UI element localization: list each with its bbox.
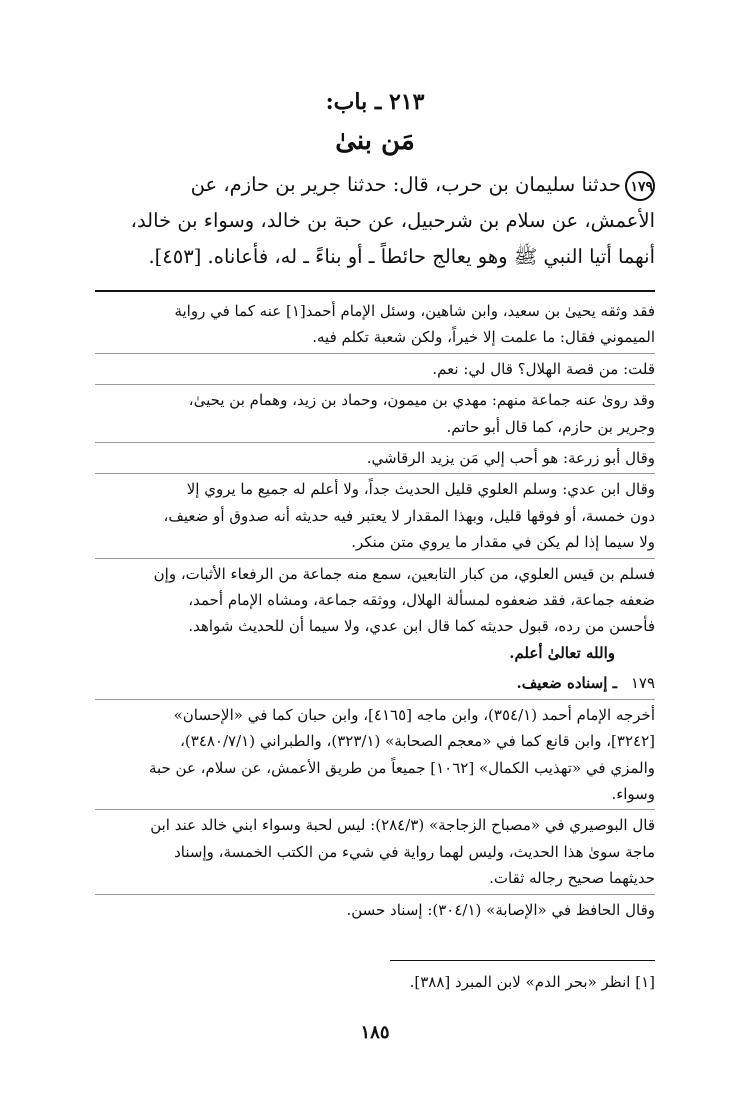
takhrij-line: وسواء. — [611, 784, 655, 803]
footnote-divider — [390, 960, 655, 961]
paragraph-divider — [95, 442, 655, 443]
paragraph-divider — [95, 894, 655, 895]
paragraph-divider — [95, 353, 655, 354]
commentary-line: وجرير بن حازم، كما قال أبو حاتم. — [446, 417, 655, 436]
takhrij-line: [٣٢٤٢]، وابن قانع كما في «معجم الصحابة» (٣٢٣/١)، والطبراني (٣٤٨٠/٧/١)، — [180, 732, 655, 751]
commentary-paragraph — [95, 298, 655, 351]
takhrij-line: قال البوصيري في «مصباح الزجاجة» (٢٨٤/٣): ليس لحبة وسواء ابني خالد عند ابن — [150, 816, 655, 835]
chapter-heading: ٢١٣ ـ باب: — [325, 89, 425, 115]
hadith-number-badge: ١٧٩ — [625, 171, 655, 201]
takhrij-heading — [95, 670, 655, 696]
page — [95, 0, 655, 1101]
commentary-line: وقد روىٰ عنه جماعة منهم: مهدي بن ميمون، وحماد بن زيد، وهمام بن يحيىٰ، — [188, 391, 655, 410]
main-divider — [95, 290, 655, 292]
paragraph-divider — [95, 384, 655, 385]
takhrij-line: ماجة سوىٰ هذا الحديث، وليس لهما رواية في شيء من الكتب الخمسة، وإسناد — [174, 842, 655, 861]
takhrij-line: حديثهما صحيح رجاله ثقات. — [489, 869, 655, 888]
hadith-line: أنهما أتيا النبي ﷺ وهو يعالج حائطاً ـ أو بناءً ـ له، فأعاناه. [٤٥٣]. — [148, 245, 655, 268]
page-number: ١٨٥ — [360, 1022, 390, 1043]
commentary — [95, 298, 655, 923]
commentary-line: فأحسن من رده، قبول حديثه كما قال ابن عدي، ولا سيما أن للحديث شواهد. — [188, 617, 655, 636]
commentary-paragraph: قلت: من قصة الهلال؟ قال لي: نعم. — [432, 359, 655, 378]
commentary-paragraph — [95, 387, 655, 440]
commentary-line: دون خمسة، أو فوقها قليل، وبهذا المقدار لا يعتبر فيه حديثه أنه صدوق أو ضعيف، — [163, 506, 655, 525]
chapter-title: مَن بنىٰ — [335, 126, 415, 156]
hadith-line: الأعمش، عن سلام بن شرحبيل، عن حبة بن خالد، وسواء بن خالد، — [130, 209, 655, 232]
commentary-line: فقد وثقه يحيىٰ بن سعيد، وابن شاهين، وسئل الإمام أحمد[١] عنه كما في رواية — [174, 302, 655, 320]
commentary-line: الميموني فقال: ما علمت إلا خيراً، ولكن شعبة تكلم فيه. — [312, 328, 655, 347]
commentary-paragraph — [95, 476, 655, 555]
paragraph-divider — [95, 809, 655, 810]
takhrij-line: والمزي في «تهذيب الكمال» [١٠٦٢] جميعاً من طريق الأعمش، عن سلام، عن حبة — [148, 758, 655, 777]
hadith-line — [95, 167, 655, 203]
paragraph-divider — [95, 473, 655, 474]
takhrij-paragraph — [95, 812, 655, 891]
paragraph-divider — [95, 699, 655, 700]
hadith-line-text: حدثنا سليمان بن حرب، قال: حدثنا جرير بن حازم، عن — [190, 173, 621, 196]
commentary-line: وقال ابن عدي: وسلم العلوي قليل الحديث جداً، ولا أعلم له جميع ما يروي إلا — [186, 480, 655, 499]
takhrij-paragraph — [95, 702, 655, 808]
paragraph-divider — [95, 558, 655, 559]
takhrij-paragraph: وقال الحافظ في «الإصابة» (٣٠٤/١): إسناد حسن. — [346, 900, 655, 919]
conclusion-text: والله تعالىٰ أعلم. — [509, 643, 615, 662]
commentary-paragraph — [95, 561, 655, 640]
commentary-line: ضعفه جماعة، فقد ضعفوه لمسألة الهلال، ووثقه جماعة، ومشاه الإمام أحمد، — [188, 591, 655, 610]
takhrij-number: ١٧٩ — [630, 674, 655, 693]
footnote: [١] انظر «بحر الدم» لابن المبرد [٣٨٨]. — [409, 973, 655, 991]
hadith-text — [95, 167, 655, 275]
commentary-line: ولا سيما إذا لم يكن في مقدار ما يروي متن منكر. — [351, 533, 655, 552]
commentary-paragraph: وقال أبو زرعة: هو أحب إلي مَن يزيد الرقاشي. — [366, 449, 655, 468]
commentary-line: فسلم بن قيس العلوي، من كبار التابعين، سمع منه جماعة من الرفعاء الأثبات، وإن — [153, 564, 655, 583]
takhrij-verdict: ـ إسناده ضعيف. — [516, 674, 617, 693]
takhrij-line: أخرجه الإمام أحمد (٣٥٤/١)، وابن ماجه [٤١٦٥]، وابن حبان كما في «الإحسان» — [173, 705, 655, 724]
